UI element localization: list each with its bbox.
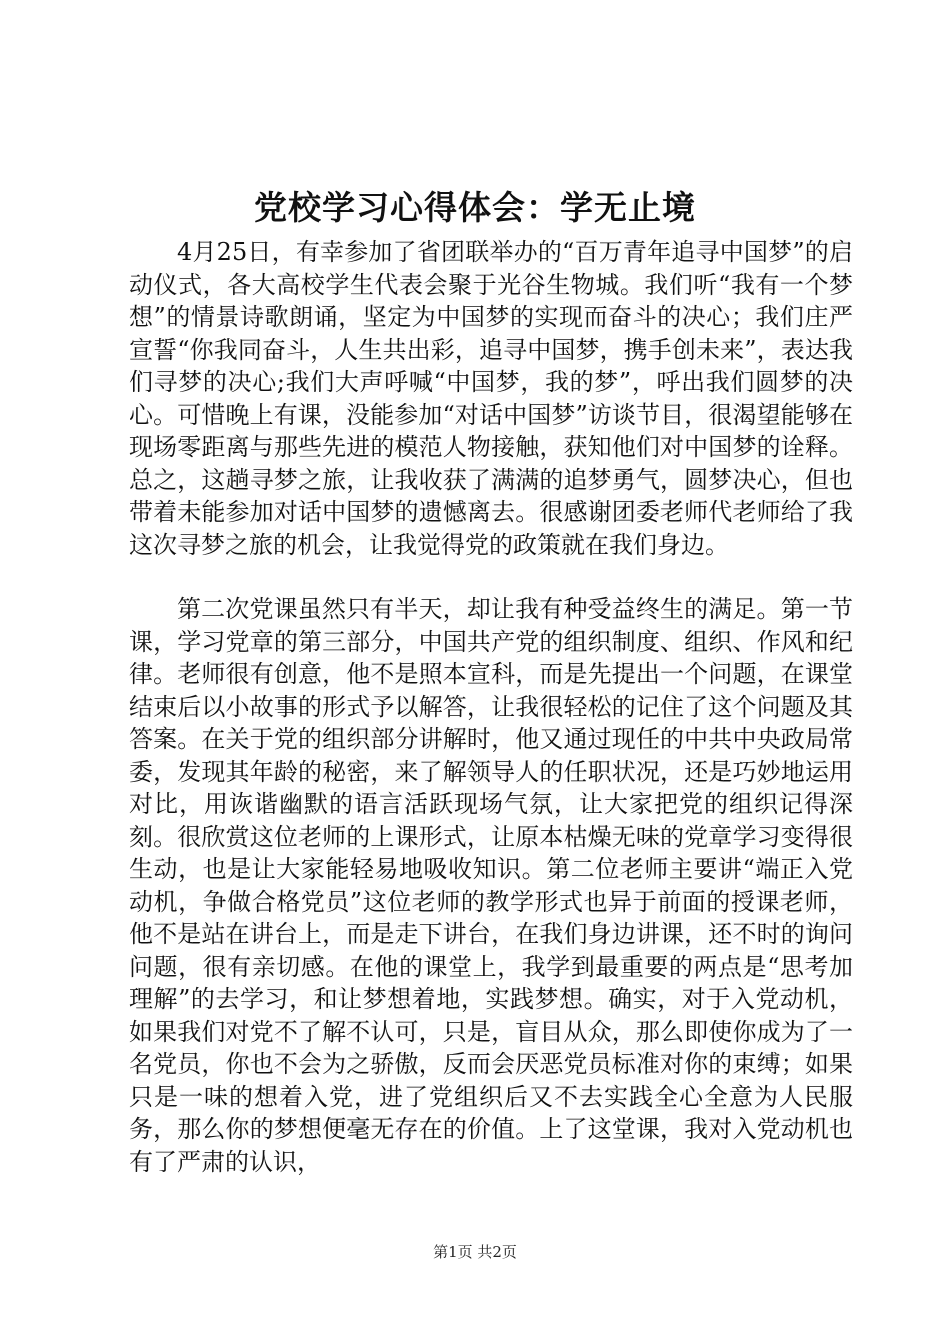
document-body [129, 236, 853, 1178]
paragraph-2: 第二次党课虽然只有半天，却让我有种受益终生的满足。第一节课，学习党章的第三部分，中国共产党的组织制度、组织、作风和纪律。老师很有创意，他不是照本宣科，而是先提出一个问题，在课堂结束后以小故事的形式予以解答，让我很轻松的记住了这个问题及其答案。在关于党的组织部分讲解时，他又通过现任的中共中央政局常委，发现其年龄的秘密，来了解领导人的任职状况，还是巧妙地运用对比，用诙谐幽默的语言活跃现场气氛，让大家把党的组织记得深刻。很欣赏这位老师的上课形式，让原本枯燥无味的党章学习变得很生动，也是让大家能轻易地吸收知识。第二位老师主要讲“端正入党动机，争做合格党员”这位老师的教学形式也异于前面的授课老师，他不是站在讲台上，而是走下讲台，在我们身边讲课，还不时的询问问题，很有亲切感。在他的课堂上，我学到最重要的两点是“思考加理解”的去学习，和让梦想着地，实践梦想。确实，对于入党动机，如果我们对党不了解不认可，只是，盲目从众，那么即使你成为了一名党员，你也不会为之骄傲，反而会厌恶党员标准对你的束缚；如果只是一味的想着入党，进了党组织后又不去实践全心全意为人民服务，那么你的梦想便毫无存在的价值。上了这堂课，我对入党动机也有了严肃的认识， [129, 595, 853, 1176]
paragraph-1: 4月25日，有幸参加了省团联举办的“百万青年追寻中国梦”的启动仪式，各大高校学生代表会聚于光谷生物城。我们听“我有一个梦想”的情景诗歌朗诵，坚定为中国梦的实现而奋斗的决心；我们庄严宣誓“你我同奋斗，人生共出彩，追寻中国梦，携手创未来”，表达我们寻梦的决心;我们大声呼喊“中国梦，我的梦”，呼出我们圆梦的决心。可惜晚上有课，没能参加“对话中国梦”访谈节目，很渴望能够在现场零距离与那些先进的模范人物接触，获知他们对中国梦的诠释。总之，这趟寻梦之旅，让我收获了满满的追梦勇气，圆梦决心，但也带着未能参加对话中国梦的遗憾离去。很感谢团委老师代老师给了我这次寻梦之旅的机会，让我觉得党的政策就在我们身边。 [129, 238, 853, 559]
page-number-footer: 第1页 共2页 [433, 1243, 517, 1261]
document-title: 党校学习心得体会：学无止境 [254, 188, 696, 227]
